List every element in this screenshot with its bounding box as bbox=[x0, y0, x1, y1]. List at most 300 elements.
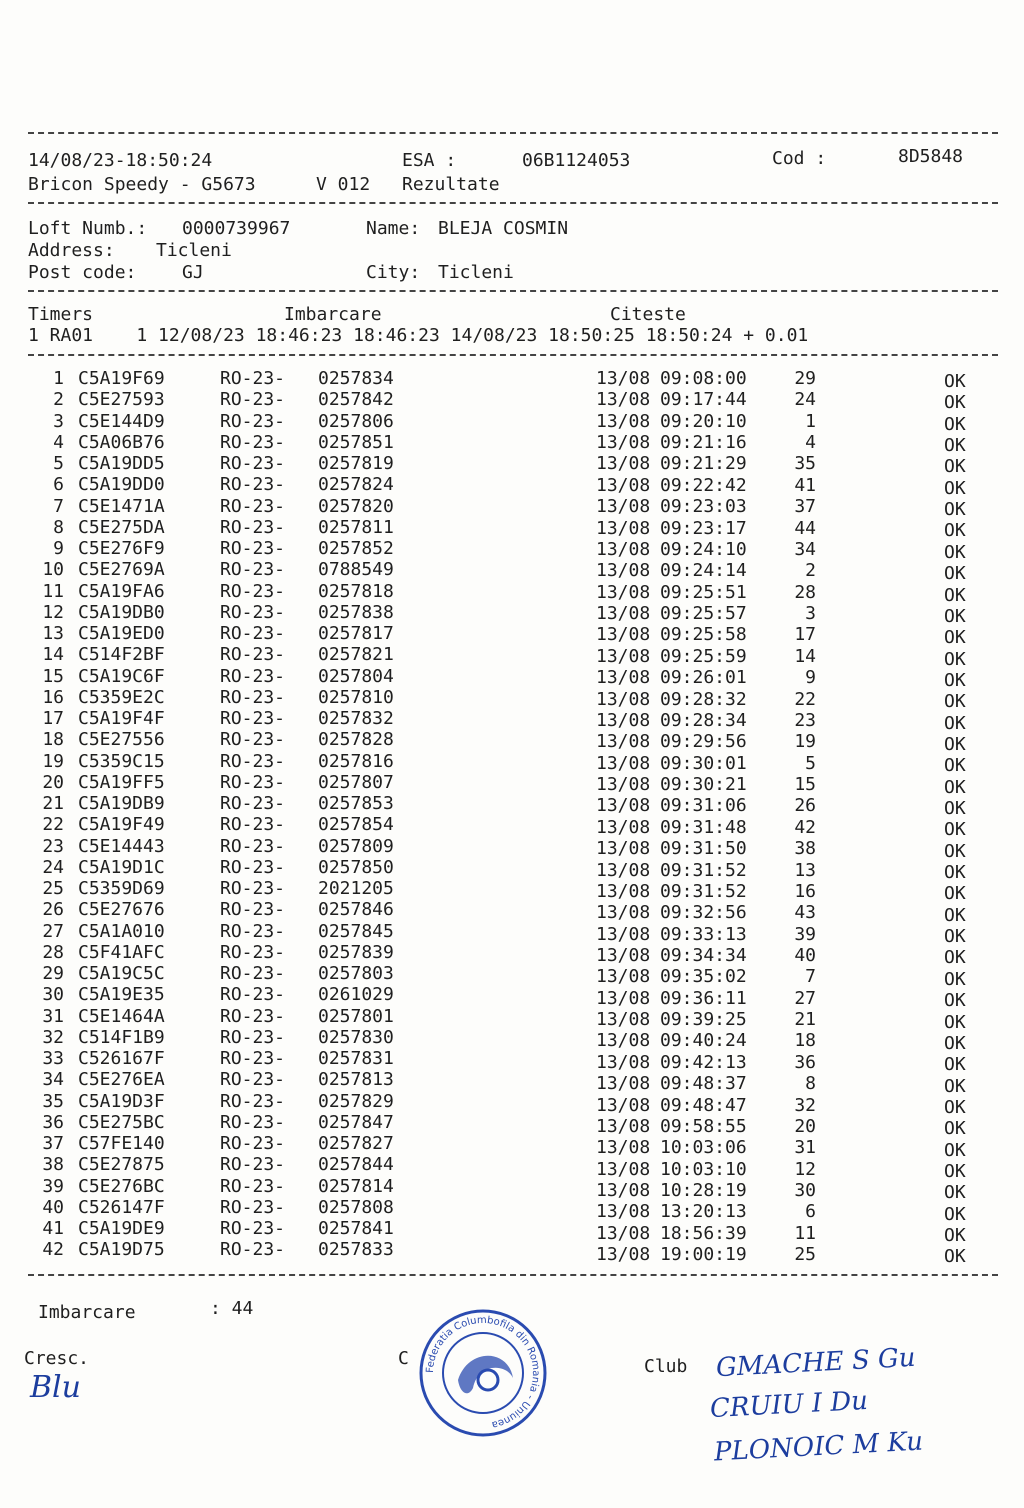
result-index: 31 bbox=[42, 1005, 64, 1027]
result-ring-prefix: RO-23- bbox=[220, 963, 286, 984]
result-status: OK bbox=[944, 1182, 966, 1204]
result-time: 09:40:24 bbox=[660, 1030, 747, 1052]
result-index: 19 bbox=[42, 750, 64, 772]
result-ring-prefix: RO-23- bbox=[220, 601, 286, 623]
result-status: OK bbox=[944, 413, 966, 435]
result-status: OK bbox=[944, 669, 966, 691]
result-chip-code: C5E1471A bbox=[78, 495, 165, 517]
result-date: 13/08 bbox=[596, 859, 651, 881]
result-ring-prefix: RO-23- bbox=[220, 1069, 286, 1091]
result-ring-prefix: RO-23- bbox=[220, 1048, 286, 1069]
result-ring-number: 0257801 bbox=[318, 1005, 394, 1027]
result-status: OK bbox=[944, 520, 966, 542]
result-index: 14 bbox=[42, 644, 64, 666]
result-date: 13/08 bbox=[596, 1180, 651, 1202]
result-date: 13/08 bbox=[596, 1222, 651, 1244]
result-ring-prefix: RO-23- bbox=[220, 920, 286, 942]
result-time: 10:03:06 bbox=[660, 1137, 747, 1159]
table-row bbox=[0, 431, 1024, 457]
device-version: V 012 bbox=[316, 174, 371, 195]
result-date: 13/08 bbox=[596, 1094, 651, 1116]
result-time: 09:35:02 bbox=[660, 966, 747, 988]
result-status: OK bbox=[944, 776, 966, 798]
result-position: 17 bbox=[794, 624, 816, 646]
result-index: 34 bbox=[42, 1069, 64, 1091]
result-ring-prefix: RO-23- bbox=[220, 750, 286, 772]
result-chip-code: C5E276EA bbox=[78, 1069, 165, 1091]
result-index: 29 bbox=[42, 963, 64, 984]
result-ring-number: 0257841 bbox=[318, 1218, 394, 1239]
result-status: OK bbox=[944, 1054, 966, 1076]
result-chip-code: C5A19FF5 bbox=[78, 771, 165, 793]
result-time: 09:28:34 bbox=[660, 709, 747, 731]
result-chip-code: C5E144D9 bbox=[78, 410, 165, 432]
result-date: 13/08 bbox=[596, 368, 651, 389]
result-status: OK bbox=[944, 541, 966, 563]
result-status: OK bbox=[944, 798, 966, 819]
result-index: 22 bbox=[42, 814, 64, 836]
imbarcare-total-label: Imbarcare bbox=[38, 1302, 136, 1323]
result-chip-code: C5E27556 bbox=[78, 729, 165, 751]
result-ring-number: 0257832 bbox=[318, 708, 394, 729]
result-ring-number: 0257803 bbox=[318, 963, 394, 984]
result-index: 37 bbox=[42, 1133, 64, 1154]
result-date: 13/08 bbox=[596, 774, 651, 796]
result-ring-prefix: RO-23- bbox=[220, 1239, 286, 1261]
result-position: 1 bbox=[805, 410, 816, 432]
result-index: 41 bbox=[42, 1218, 64, 1239]
timers-line: 1 RA01 1 12/08/23 18:46:23 18:46:23 14/08/23 18:50:25 18:50:24 + 0.01 bbox=[28, 325, 809, 346]
result-time: 09:39:25 bbox=[660, 1009, 747, 1031]
result-index: 33 bbox=[42, 1048, 64, 1069]
table-row bbox=[0, 750, 1024, 777]
result-ring-number: 0257850 bbox=[318, 856, 394, 878]
result-position: 27 bbox=[794, 987, 816, 1009]
result-ring-prefix: RO-23- bbox=[220, 474, 286, 496]
table-row bbox=[0, 410, 1024, 435]
result-position: 23 bbox=[794, 709, 816, 731]
result-ring-prefix: RO-23- bbox=[220, 1005, 286, 1027]
result-position: 8 bbox=[805, 1073, 816, 1095]
table-row bbox=[0, 984, 1024, 1012]
result-position: 12 bbox=[794, 1158, 816, 1180]
result-ring-prefix: RO-23- bbox=[220, 644, 286, 666]
table-row bbox=[0, 941, 1024, 969]
result-ring-prefix: RO-23- bbox=[220, 856, 286, 878]
result-status: OK bbox=[944, 584, 966, 606]
result-index: 36 bbox=[42, 1111, 64, 1133]
result-chip-code: C5359E2C bbox=[78, 686, 165, 708]
name-label: Name: bbox=[366, 218, 421, 239]
result-time: 19:00:19 bbox=[660, 1244, 747, 1266]
result-time: 09:08:00 bbox=[660, 368, 747, 389]
result-position: 31 bbox=[794, 1137, 816, 1159]
result-ring-number: 0257846 bbox=[318, 899, 394, 921]
result-chip-code: C5A19DB9 bbox=[78, 793, 165, 814]
result-index: 26 bbox=[42, 899, 64, 921]
result-ring-prefix: RO-23- bbox=[220, 771, 286, 793]
result-date: 13/08 bbox=[596, 389, 651, 411]
table-row bbox=[0, 686, 1024, 713]
postcode-label: Post code: bbox=[28, 262, 137, 283]
result-index: 32 bbox=[42, 1026, 64, 1048]
result-index: 38 bbox=[42, 1154, 64, 1176]
result-ring-number: 0257834 bbox=[318, 368, 394, 389]
address-label: Address: bbox=[28, 240, 115, 261]
result-date: 13/08 bbox=[596, 987, 651, 1009]
result-date: 13/08 bbox=[596, 1137, 651, 1159]
result-date: 13/08 bbox=[596, 923, 651, 945]
result-date: 13/08 bbox=[596, 581, 651, 603]
cod-label: Cod : bbox=[772, 148, 827, 169]
city-value: Ticleni bbox=[438, 262, 514, 283]
result-time: 09:31:52 bbox=[660, 859, 747, 881]
result-status: OK bbox=[944, 1246, 966, 1268]
result-chip-code: C5A19DD0 bbox=[78, 474, 165, 496]
result-chip-code: C5E2769A bbox=[78, 559, 165, 581]
result-ring-prefix: RO-23- bbox=[220, 1111, 286, 1133]
result-ring-prefix: RO-23- bbox=[220, 389, 286, 411]
result-chip-code: C5359C15 bbox=[78, 750, 165, 772]
result-time: 09:48:37 bbox=[660, 1073, 747, 1095]
result-status: OK bbox=[944, 1032, 966, 1054]
imbarcare-total-value: : 44 bbox=[210, 1298, 254, 1319]
result-ring-number: 0257809 bbox=[318, 835, 394, 857]
result-index: 30 bbox=[42, 984, 64, 1006]
result-ring-number: 0257814 bbox=[318, 1175, 394, 1197]
result-position: 13 bbox=[794, 859, 816, 881]
result-ring-prefix: RO-23- bbox=[220, 538, 286, 559]
result-time: 09:29:56 bbox=[660, 731, 747, 753]
result-index: 21 bbox=[42, 793, 64, 814]
result-date: 13/08 bbox=[596, 795, 651, 817]
result-date: 13/08 bbox=[596, 838, 651, 860]
result-chip-code: C5A19E35 bbox=[78, 984, 165, 1006]
result-ring-number: 0257810 bbox=[318, 686, 394, 708]
result-ring-prefix: RO-23- bbox=[220, 793, 286, 814]
result-position: 43 bbox=[794, 902, 816, 924]
timers-label: Timers bbox=[28, 304, 94, 325]
result-position: 2 bbox=[805, 560, 816, 582]
separator bbox=[28, 1274, 998, 1276]
result-time: 13:20:13 bbox=[660, 1201, 747, 1223]
result-time: 09:28:32 bbox=[660, 688, 747, 710]
loft-value: 0000739967 bbox=[182, 218, 291, 239]
result-ring-prefix: RO-23- bbox=[220, 623, 286, 644]
city-label: City: bbox=[366, 262, 421, 283]
result-position: 15 bbox=[794, 774, 816, 796]
result-date: 13/08 bbox=[596, 752, 651, 774]
stamp-seal bbox=[418, 1308, 548, 1438]
result-ring-prefix: RO-23- bbox=[220, 835, 286, 857]
result-position: 21 bbox=[794, 1009, 816, 1031]
result-ring-number: 0257844 bbox=[318, 1154, 394, 1176]
result-date: 13/08 bbox=[596, 966, 651, 988]
result-position: 11 bbox=[794, 1222, 816, 1244]
result-position: 7 bbox=[805, 966, 816, 988]
table-row bbox=[0, 644, 1024, 670]
result-date: 13/08 bbox=[596, 1073, 651, 1095]
result-index: 11 bbox=[42, 580, 64, 602]
result-ring-prefix: RO-23- bbox=[220, 559, 286, 581]
result-index: 35 bbox=[42, 1090, 64, 1112]
result-chip-code: C5E27676 bbox=[78, 899, 165, 921]
result-date: 13/08 bbox=[596, 603, 651, 625]
result-index: 6 bbox=[53, 474, 64, 496]
result-position: 6 bbox=[805, 1201, 816, 1223]
esa-value: 06B1124053 bbox=[522, 150, 631, 171]
result-chip-code: C526167F bbox=[78, 1048, 165, 1069]
table-row bbox=[0, 1111, 1024, 1140]
result-chip-code: C5E275DA bbox=[78, 516, 165, 538]
result-time: 09:24:10 bbox=[660, 538, 747, 560]
result-chip-code: C5A19ED0 bbox=[78, 623, 165, 644]
result-chip-code: C5E276F9 bbox=[78, 538, 165, 559]
result-position: 28 bbox=[794, 581, 816, 603]
result-status: OK bbox=[944, 392, 966, 414]
result-date: 13/08 bbox=[596, 474, 651, 496]
table-row bbox=[0, 899, 1024, 926]
result-index: 20 bbox=[42, 771, 64, 793]
result-ring-number: 0257854 bbox=[318, 814, 394, 836]
result-position: 3 bbox=[805, 603, 816, 625]
result-time: 09:31:50 bbox=[660, 838, 747, 860]
result-time: 09:33:13 bbox=[660, 923, 747, 945]
result-chip-code: C514F1B9 bbox=[78, 1026, 165, 1048]
result-status: OK bbox=[944, 627, 966, 649]
result-time: 09:23:17 bbox=[660, 517, 747, 539]
result-position: 39 bbox=[794, 923, 816, 945]
result-date: 13/08 bbox=[596, 902, 651, 924]
table-row bbox=[0, 814, 1024, 841]
result-position: 41 bbox=[794, 474, 816, 496]
result-date: 13/08 bbox=[596, 1051, 651, 1073]
result-status: OK bbox=[944, 691, 966, 713]
result-position: 14 bbox=[794, 645, 816, 667]
result-position: 24 bbox=[794, 389, 816, 411]
result-time: 09:20:10 bbox=[660, 410, 747, 432]
name-value: BLEJA COSMIN bbox=[438, 218, 569, 239]
result-position: 4 bbox=[805, 432, 816, 454]
separator bbox=[28, 290, 998, 292]
separator bbox=[28, 202, 998, 204]
result-date: 13/08 bbox=[596, 432, 651, 454]
result-ring-prefix: RO-23- bbox=[220, 453, 286, 474]
table-row bbox=[0, 665, 1024, 691]
result-ring-number: 0257827 bbox=[318, 1133, 394, 1154]
result-chip-code: C5A06B76 bbox=[78, 431, 165, 453]
result-status: OK bbox=[944, 968, 966, 990]
result-index: 16 bbox=[42, 686, 64, 708]
result-chip-code: C5E1464A bbox=[78, 1005, 165, 1027]
club-handwritten-line-3: PLONOIC M Ku bbox=[713, 1426, 924, 1468]
result-ring-prefix: RO-23- bbox=[220, 899, 286, 921]
table-row bbox=[0, 1005, 1024, 1033]
result-status: OK bbox=[944, 371, 966, 392]
result-ring-number: 0257851 bbox=[318, 431, 394, 453]
result-index: 15 bbox=[42, 665, 64, 687]
table-row bbox=[0, 1090, 1024, 1118]
result-status: OK bbox=[944, 1203, 966, 1225]
result-time: 09:31:48 bbox=[660, 816, 747, 838]
result-ring-prefix: RO-23- bbox=[220, 708, 286, 729]
result-time: 10:28:19 bbox=[660, 1180, 747, 1202]
result-date: 13/08 bbox=[596, 688, 651, 710]
result-status: OK bbox=[944, 712, 966, 734]
result-ring-prefix: RO-23- bbox=[220, 1133, 286, 1154]
result-ring-prefix: RO-23- bbox=[220, 431, 286, 453]
table-row bbox=[0, 1133, 1024, 1161]
result-ring-prefix: RO-23- bbox=[220, 1154, 286, 1176]
result-index: 13 bbox=[42, 623, 64, 644]
result-time: 09:25:57 bbox=[660, 603, 747, 625]
result-time: 09:31:06 bbox=[660, 795, 747, 817]
result-time: 09:21:16 bbox=[660, 432, 747, 454]
result-index: 7 bbox=[53, 495, 64, 517]
result-position: 16 bbox=[794, 880, 816, 902]
result-time: 09:36:11 bbox=[660, 987, 747, 1009]
result-ring-number: 0257820 bbox=[318, 495, 394, 517]
result-status: OK bbox=[944, 926, 966, 948]
result-status: OK bbox=[944, 755, 966, 777]
result-position: 25 bbox=[794, 1244, 816, 1266]
table-row bbox=[0, 708, 1024, 734]
table-row bbox=[0, 453, 1024, 478]
result-ring-number: 0257821 bbox=[318, 644, 394, 666]
result-time: 18:56:39 bbox=[660, 1222, 747, 1244]
result-ring-number: 0257824 bbox=[318, 474, 394, 496]
table-row bbox=[0, 920, 1024, 948]
result-ring-prefix: RO-23- bbox=[220, 814, 286, 836]
result-position: 9 bbox=[805, 667, 816, 689]
result-position: 42 bbox=[794, 816, 816, 838]
club-handwritten-line-2: CRUIU I Du bbox=[709, 1385, 869, 1425]
result-date: 13/08 bbox=[596, 944, 651, 966]
result-position: 44 bbox=[794, 517, 816, 539]
result-time: 09:25:58 bbox=[660, 624, 747, 646]
result-status: OK bbox=[944, 1118, 966, 1140]
result-time: 09:34:34 bbox=[660, 944, 747, 966]
result-ring-number: 0257831 bbox=[318, 1048, 394, 1069]
result-position: 30 bbox=[794, 1180, 816, 1202]
result-index: 27 bbox=[42, 920, 64, 942]
result-date: 13/08 bbox=[596, 517, 651, 539]
result-position: 36 bbox=[794, 1051, 816, 1073]
result-position: 26 bbox=[794, 795, 816, 817]
result-ring-number: 0257804 bbox=[318, 665, 394, 687]
result-date: 13/08 bbox=[596, 645, 651, 667]
result-date: 13/08 bbox=[596, 1115, 651, 1137]
result-time: 09:30:21 bbox=[660, 774, 747, 796]
result-time: 09:42:13 bbox=[660, 1051, 747, 1073]
loft-label: Loft Numb.: bbox=[28, 218, 148, 239]
result-ring-prefix: RO-23- bbox=[220, 1090, 286, 1112]
result-position: 22 bbox=[794, 688, 816, 710]
result-ring-number: 2021205 bbox=[318, 878, 394, 899]
result-position: 5 bbox=[805, 752, 816, 774]
result-status: OK bbox=[944, 1011, 966, 1033]
result-ring-prefix: RO-23- bbox=[220, 1196, 286, 1218]
result-ring-number: 0257816 bbox=[318, 750, 394, 772]
result-index: 24 bbox=[42, 856, 64, 878]
table-row bbox=[0, 516, 1024, 542]
result-time: 10:03:10 bbox=[660, 1158, 747, 1180]
table-row bbox=[0, 1239, 1024, 1268]
table-row bbox=[0, 771, 1024, 798]
result-status: OK bbox=[944, 456, 966, 478]
result-index: 18 bbox=[42, 729, 64, 751]
result-time: 09:58:55 bbox=[660, 1115, 747, 1137]
result-ring-number: 0257808 bbox=[318, 1196, 394, 1218]
table-row bbox=[0, 580, 1024, 606]
result-index: 12 bbox=[42, 601, 64, 623]
club-handwritten-line-1: GMACHE S Gu bbox=[715, 1342, 917, 1384]
result-status: OK bbox=[944, 1139, 966, 1161]
result-position: 29 bbox=[794, 368, 816, 389]
timers-citeste-label: Citeste bbox=[610, 304, 686, 325]
result-chip-code: C5A19FA6 bbox=[78, 580, 165, 602]
table-row bbox=[0, 878, 1024, 905]
result-status: OK bbox=[944, 477, 966, 499]
result-ring-number: 0788549 bbox=[318, 559, 394, 581]
result-ring-number: 0257813 bbox=[318, 1069, 394, 1091]
result-index: 28 bbox=[42, 941, 64, 963]
result-chip-code: C57FE140 bbox=[78, 1133, 165, 1154]
result-index: 4 bbox=[53, 431, 64, 453]
result-ring-prefix: RO-23- bbox=[220, 941, 286, 963]
result-ring-number: 0257852 bbox=[318, 538, 394, 559]
result-ring-prefix: RO-23- bbox=[220, 580, 286, 602]
result-chip-code: C5A19D3F bbox=[78, 1090, 165, 1112]
table-row bbox=[0, 495, 1024, 521]
result-date: 13/08 bbox=[596, 1158, 651, 1180]
result-ring-prefix: RO-23- bbox=[220, 984, 286, 1006]
result-time: 09:48:47 bbox=[660, 1094, 747, 1116]
device-name: Bricon Speedy - G5673 bbox=[28, 174, 256, 195]
result-chip-code: C5E14443 bbox=[78, 835, 165, 857]
result-ring-prefix: RO-23- bbox=[220, 878, 286, 899]
result-status: OK bbox=[944, 883, 966, 905]
result-chip-code: C5E27875 bbox=[78, 1154, 165, 1176]
table-row bbox=[0, 559, 1024, 585]
result-chip-code: C526147F bbox=[78, 1196, 165, 1218]
postcode-value: GJ bbox=[182, 262, 204, 283]
result-position: 19 bbox=[794, 731, 816, 753]
result-ring-number: 0261029 bbox=[318, 984, 394, 1006]
result-ring-prefix: RO-23- bbox=[220, 1218, 286, 1239]
result-index: 42 bbox=[42, 1239, 64, 1261]
result-ring-number: 0257842 bbox=[318, 389, 394, 411]
table-row bbox=[0, 1218, 1024, 1246]
table-row bbox=[0, 963, 1024, 990]
stamp-text: Federatia Columbofila din Romania - Uniunea bbox=[424, 1314, 542, 1431]
result-chip-code: C5A19C5C bbox=[78, 963, 165, 984]
result-ring-prefix: RO-23- bbox=[220, 495, 286, 517]
result-chip-code: C5E27593 bbox=[78, 389, 165, 411]
result-chip-code: C5A1A010 bbox=[78, 920, 165, 942]
result-ring-number: 0257847 bbox=[318, 1111, 394, 1133]
result-chip-code: C5E275BC bbox=[78, 1111, 165, 1133]
result-status: OK bbox=[944, 1096, 966, 1118]
result-status: OK bbox=[944, 563, 966, 585]
table-row bbox=[0, 1154, 1024, 1182]
result-ring-prefix: RO-23- bbox=[220, 368, 286, 389]
result-position: 34 bbox=[794, 538, 816, 560]
result-ring-prefix: RO-23- bbox=[220, 410, 286, 432]
result-ring-number: 0257811 bbox=[318, 516, 394, 538]
result-ring-number: 0257817 bbox=[318, 623, 394, 644]
result-position: 32 bbox=[794, 1094, 816, 1116]
